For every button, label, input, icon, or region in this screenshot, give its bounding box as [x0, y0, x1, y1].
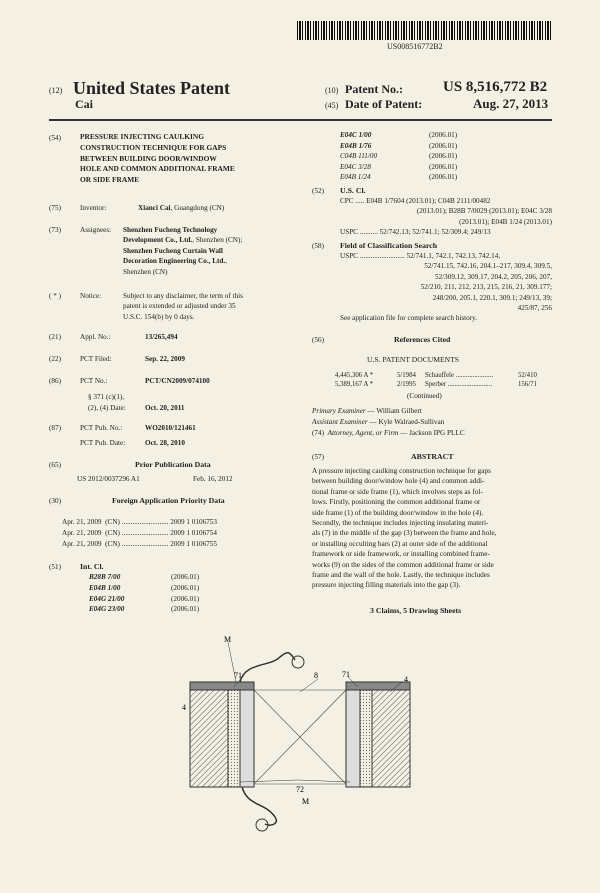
field-line: 52/210, 211, 212, 213, 215, 216, 21, 309.177; — [420, 283, 552, 292]
cpc-line: CPC ..... E04B 1/7604 (2013.01); C04B 2111/00482 — [340, 197, 491, 205]
appl-label: Appl. No.: — [80, 333, 111, 341]
patent-no-label: Patent No.: — [345, 82, 403, 96]
invention-title — [80, 132, 235, 186]
inventor-name: Xianci Cai — [138, 204, 171, 212]
foreign-no: 2009 1 0106755 — [170, 540, 217, 549]
assignee-name: Shenzhen Fucheng Technology — [123, 226, 218, 234]
label-4-right: 4 — [404, 675, 408, 684]
reference-row — [335, 371, 537, 380]
abstract-line: tional frame or side frame (1), which involves steps as fol- — [312, 486, 483, 496]
intcl-version: (2006.01) — [429, 152, 458, 161]
see-application: See application file for complete search history. — [340, 314, 478, 323]
attorney — [312, 429, 465, 438]
code-21: (21) — [49, 333, 61, 341]
foreign-no: 2009 1 0106754 — [170, 529, 217, 538]
ref-class: 52/410 — [518, 372, 537, 379]
inventor-field — [138, 204, 224, 213]
foreign-country: (CN) — [105, 540, 120, 549]
intcl-list — [89, 572, 199, 615]
s371-line: § 371 (c)(1), — [88, 393, 125, 401]
pct-filed: Sep. 22, 2009 — [145, 355, 185, 363]
notice-line: Subject to any disclaimer, the term of this — [123, 292, 243, 300]
cpc-line: (2013.01); E04B 1/24 (2013.01) — [459, 217, 552, 226]
field-line: 248/200, 205.1, 220.1, 309.1; 249/13, 39; — [432, 293, 552, 302]
attorney-name: — Jackson IPG PLLC — [398, 429, 465, 437]
right-gap-fill — [360, 687, 372, 787]
intcl-code: E04B 1/24 — [340, 173, 371, 182]
abstract-line: lows. Firstly, positioning the common additional frame or — [312, 497, 481, 507]
abstract-line: between building door/window hole (4) and common addi- — [312, 476, 485, 486]
inventor-short: Cai — [75, 97, 93, 111]
intcl-code: C04B 111/00 — [340, 152, 378, 161]
barcode — [297, 21, 551, 40]
assignee-loc: , Shenzhen (CN); — [192, 236, 243, 245]
primary-examiner-name: — William Gilbert — [365, 407, 422, 415]
uscl-title: U.S. Cl. — [340, 186, 366, 195]
intcl-version: (2006.01) — [171, 583, 200, 592]
foreign-country: (CN) — [105, 518, 120, 526]
doc-type-title: United States Patent — [73, 78, 230, 98]
intcl-continued — [340, 130, 457, 183]
intcl-code: E04C 1/00 — [340, 131, 372, 139]
foreign-country: (CN) — [105, 529, 120, 538]
notice-line: U.S.C. 154(b) by 0 days. — [123, 312, 195, 321]
label-71-left: 71 — [234, 671, 242, 680]
field-line: 52/741.15, 742.16, 204.1–217, 309.4, 309.5, — [424, 262, 552, 271]
intcl-code: B28B 7/00 — [89, 573, 121, 581]
abstract-line: Secondly, the technique includes injecting insulating materi- — [312, 518, 489, 528]
code-notice: ( * ) — [49, 292, 61, 300]
intcl-version: (2006.01) — [429, 141, 458, 150]
notice-label: Notice: — [80, 292, 102, 300]
abstract-line: or installing occulting bars (2) at outer side of the additional — [312, 538, 488, 548]
uscl-cpc — [340, 196, 552, 238]
assignee-line — [123, 256, 242, 266]
code-22: (22) — [49, 355, 61, 363]
field-search-list — [340, 251, 552, 324]
assignee-loc: , — [225, 257, 228, 266]
ref-no: 5,389,167 A * — [335, 381, 374, 388]
label-71-right: 71 — [342, 670, 350, 679]
abstract-line: als (7) in the middle of the gap (3) between the frame and hole, — [312, 528, 497, 538]
assignee-name: Decoration Engineering Co., Ltd. — [123, 257, 226, 266]
foreign-date: Apr. 21, 2009 — [62, 529, 102, 538]
code-74: (74) — [312, 429, 324, 437]
code-54: (54) — [49, 134, 61, 142]
foreign-row: Apr. 21, 2009 (CN) .......................... 2009 1 0106755 — [62, 540, 217, 549]
left-gap-fill — [228, 687, 240, 787]
date-label: Date of Patent: — [345, 97, 423, 111]
patent-no: US 8,516,772 B2 — [443, 79, 548, 95]
notice-text — [123, 291, 243, 322]
top-injector — [292, 656, 304, 668]
assignee-line — [123, 267, 242, 277]
foreign-priority-list — [62, 517, 217, 551]
intcl-row — [340, 130, 457, 141]
ref-name: Sperber .......................... — [425, 381, 493, 388]
code-73: (73) — [49, 226, 61, 234]
title-line: OR SIDE FRAME — [80, 175, 140, 185]
attorney-label: Attorney, Agent, or Firm — [327, 429, 399, 437]
intcl-row — [89, 572, 199, 583]
intcl-version: (2006.01) — [171, 573, 200, 581]
foreign-date: Apr. 21, 2009 — [62, 518, 102, 526]
s371-line: (2), (4) Date: — [88, 404, 126, 412]
references-title: References Cited — [394, 335, 451, 344]
title-line: CONSTRUCTION TECHNIQUE FOR GAPS — [80, 142, 227, 152]
uspc-line: USPC .......... 52/742.13; 52/741.1; 52/309.4; 249/13 — [340, 228, 491, 237]
assignee-line — [123, 235, 242, 245]
code-52: (52) — [312, 187, 324, 195]
right-wall — [372, 687, 410, 787]
s371-date: Oct. 20, 2011 — [145, 404, 185, 412]
representative-drawing — [170, 632, 430, 844]
abstract-body — [312, 466, 552, 591]
intcl-row — [340, 151, 457, 162]
code-75: (75) — [49, 204, 61, 212]
field-search-title: Field of Classification Search — [340, 241, 438, 250]
date-of-patent: Aug. 27, 2013 — [473, 96, 549, 111]
title-line: BETWEEN BUILDING DOOR/WINDOW — [80, 153, 217, 163]
abstract-line: pressure injecting filling materials into the gap (3). — [312, 580, 461, 590]
assignee-name: Development Co., Ltd. — [123, 236, 193, 245]
left-top-cap — [190, 682, 254, 690]
field-line: USPC ......................... 52/741.1, 742.1, 742.13, 742.14, — [340, 252, 501, 260]
code-45: (45) — [325, 101, 339, 110]
code-58: (58) — [312, 242, 324, 250]
prior-pub-no: US 2012/0037296 A1 — [77, 475, 140, 483]
abstract-line: frame and the wall of the hole. Lastly, the technique includes — [312, 570, 490, 580]
field-line: 52/309.12, 309.17, 204.2, 205, 206, 207, — [435, 272, 552, 281]
references-list — [335, 371, 537, 389]
foreign-no: 2009 1 0106753 — [170, 518, 217, 526]
intcl-row — [340, 162, 457, 173]
code-12: (12) — [49, 86, 63, 95]
pub-date-label: PCT Pub. Date: — [80, 439, 126, 447]
inventor-label: Inventor: — [80, 204, 107, 212]
intcl-version: (2006.01) — [429, 131, 458, 139]
code-51: (51) — [49, 563, 61, 571]
assignee-line — [123, 246, 242, 256]
abstract-line: side frame (1) of the building door/window in the hole (4). — [312, 507, 484, 517]
left-frame — [240, 687, 254, 787]
primary-examiner — [312, 407, 422, 416]
label-4-left: 4 — [182, 703, 186, 712]
code-30: (30) — [49, 497, 61, 505]
assignee-loc: Shenzhen (CN) — [123, 267, 168, 276]
assignee-name: Shenzhen Fucheng Curtain Wall — [123, 246, 223, 255]
pub-no: WO2010/121461 — [145, 424, 196, 432]
title-line: HOLE AND COMMON ADDITIONAL FRAME — [80, 164, 235, 174]
abstract-title: ABSTRACT — [411, 452, 454, 461]
primary-examiner-label: Primary Examiner — [312, 407, 366, 415]
intcl-row — [89, 604, 199, 615]
foreign-row: Apr. 21, 2009 (CN) .......................... 2009 1 0106754 — [62, 529, 217, 538]
left-wall — [190, 687, 228, 787]
intcl-version: (2006.01) — [429, 162, 458, 171]
assignees-label: Assignees: — [80, 226, 112, 234]
ref-no: 4,445,306 A * — [335, 372, 374, 379]
intcl-row — [340, 172, 457, 183]
abstract-line: works (9) on the sides of the common additional frame or side — [312, 559, 494, 569]
pub-date: Oct. 28, 2010 — [145, 439, 185, 447]
code-10: (10) — [325, 86, 339, 95]
code-86: (86) — [49, 377, 61, 385]
field-line: 425/87, 256 — [517, 304, 552, 313]
label-M-top: M — [224, 635, 232, 644]
pct-no-label: PCT No.: — [80, 377, 108, 385]
abstract-line: framework or side framework, or installing combined frame- — [312, 549, 490, 559]
intcl-version: (2006.01) — [171, 594, 200, 603]
assignee-line — [123, 225, 242, 235]
header-rule — [49, 119, 552, 121]
intcl-row — [89, 594, 199, 605]
code-65: (65) — [49, 461, 61, 469]
appl-no: 13/265,494 — [145, 333, 178, 341]
pct-filed-label: PCT Filed: — [80, 355, 112, 363]
intcl-row — [89, 583, 199, 594]
ref-date: 5/1984 — [397, 372, 416, 379]
code-56: (56) — [312, 336, 324, 344]
foreign-row: Apr. 21, 2009 (CN) .......................... 2009 1 0106753 — [62, 518, 217, 526]
inventor-location: , Guangdong (CN) — [170, 204, 225, 212]
intcl-row — [340, 141, 457, 152]
pub-no-label: PCT Pub. No.: — [80, 424, 123, 432]
ref-name: Schauffele ...................... — [425, 372, 494, 379]
abstract-line: A pressure injecting caulking construction technique for gaps — [312, 466, 491, 475]
intcl-code: E04G 23/00 — [89, 605, 125, 614]
intcl-version: (2006.01) — [429, 173, 458, 182]
foreign-priority-title: Foreign Application Priority Data — [112, 496, 225, 505]
prior-pub-title: Prior Publication Data — [135, 460, 211, 469]
reference-row — [335, 380, 537, 389]
title-line: PRESSURE INJECTING CAULKING — [80, 132, 205, 141]
assignees — [123, 225, 242, 277]
label-M-bottom: M — [302, 797, 310, 806]
top-injection-hose — [240, 653, 295, 682]
assistant-examiner-name: — Kyle Walraed-Sullivan — [367, 418, 445, 426]
label-8: 8 — [314, 671, 318, 680]
intcl-title: Int. Cl. — [80, 562, 104, 571]
ref-date: 2/1995 — [397, 381, 416, 388]
pct-no: PCT/CN2009/074100 — [145, 377, 210, 385]
intcl-code: E04C 3/28 — [340, 162, 371, 171]
us-docs-title: U.S. PATENT DOCUMENTS — [367, 355, 459, 364]
intcl-code: E04G 21/00 — [89, 594, 125, 603]
patent-number-under-barcode: US008516772B2 — [387, 42, 443, 51]
code-87: (87) — [49, 424, 61, 432]
assistant-examiner-label: Assistant Examiner — [312, 418, 368, 426]
claims-count: 3 Claims, 5 Drawing Sheets — [370, 606, 462, 615]
intcl-version: (2006.01) — [171, 605, 200, 614]
cpc-line: (2013.01); B28B 7/0029 (2013.01); E04C 3/28 — [416, 207, 552, 216]
notice-line: patent is extended or adjusted under 35 — [123, 302, 236, 311]
intcl-code: E04B 1/76 — [340, 141, 372, 150]
ref-class: 156/71 — [518, 381, 537, 388]
intcl-code: E04B 1/00 — [89, 583, 121, 592]
continued-note: (Continued) — [407, 392, 442, 400]
foreign-date: Apr. 21, 2009 — [62, 540, 102, 549]
label-72: 72 — [296, 785, 304, 794]
right-frame — [346, 687, 360, 787]
code-57: (57) — [312, 453, 324, 461]
assistant-examiner — [312, 418, 444, 427]
prior-pub-date: Feb. 16, 2012 — [193, 475, 233, 483]
